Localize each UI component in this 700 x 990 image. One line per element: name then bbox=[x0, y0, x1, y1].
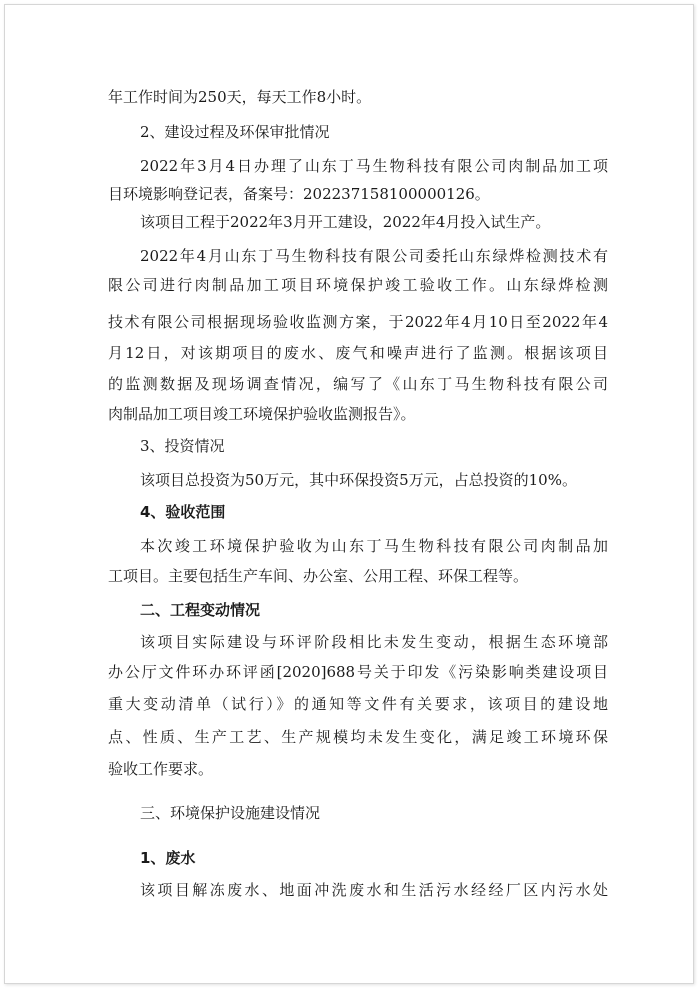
section-heading: 二、工程变动情况 bbox=[140, 601, 261, 619]
text-line: 重大变动清单（试行）》的通知等文件有关要求，该项目的建设地 bbox=[108, 695, 608, 713]
text-line: 点、性质、生产工艺、生产规模均未发生变化，满足竣工环境环保 bbox=[108, 728, 608, 746]
text-line: 2022年3月4日办理了山东丁马生物科技有限公司肉制品加工项 bbox=[140, 157, 608, 175]
text-line: 技术有限公司根据现场验收监测方案，于2022年4月10日至2022年4 bbox=[108, 313, 608, 331]
text-line: 年工作时间为250天，每天工作8小时。 bbox=[108, 88, 372, 106]
document-page bbox=[4, 4, 694, 984]
text-line: 工项目。主要包括生产车间、办公室、公用工程、环保工程等。 bbox=[108, 567, 529, 585]
section-heading: 三、环境保护设施建设情况 bbox=[140, 804, 321, 822]
text-line: 验收工作要求。 bbox=[108, 760, 214, 778]
text-line: 该项目总投资为50万元，其中环保投资5万元，占总投资的10%。 bbox=[140, 471, 577, 489]
text-line: 办公厅文件环办环评函[2020]688号关于印发《污染影响类建设项目 bbox=[108, 663, 608, 681]
text-line: 的监测数据及现场调查情况，编写了《山东丁马生物科技有限公司 bbox=[108, 375, 608, 393]
text-line: 该项目工程于2022年3月开工建设，2022年4月投入试生产。 bbox=[140, 213, 551, 231]
text-line: 该项目实际建设与环评阶段相比未发生变动，根据生态环境部 bbox=[140, 633, 608, 651]
section-heading: 3、投资情况 bbox=[140, 437, 225, 455]
text-line: 目环境影响登记表，备案号：202237158100000126。 bbox=[108, 185, 490, 203]
text-line: 2022年4月山东丁马生物科技有限公司委托山东绿烨检测技术有 bbox=[140, 247, 608, 265]
section-heading: 1、废水 bbox=[140, 849, 196, 867]
text-line: 本次竣工环境保护验收为山东丁马生物科技有限公司肉制品加 bbox=[140, 537, 608, 555]
section-heading: 4、验收范围 bbox=[140, 503, 226, 521]
section-heading: 2、建设过程及环保审批情况 bbox=[140, 123, 330, 141]
text-line: 限公司进行肉制品加工项目环境保护竣工验收工作。山东绿烨检测 bbox=[108, 276, 608, 294]
text-line: 月12日，对该期项目的废水、废气和噪声进行了监测。根据该项目 bbox=[108, 344, 608, 362]
text-line: 该项目解冻废水、地面冲洗废水和生活污水经经厂区内污水处 bbox=[140, 881, 608, 899]
text-line: 肉制品加工项目竣工环境保护验收监测报告》。 bbox=[108, 405, 416, 423]
